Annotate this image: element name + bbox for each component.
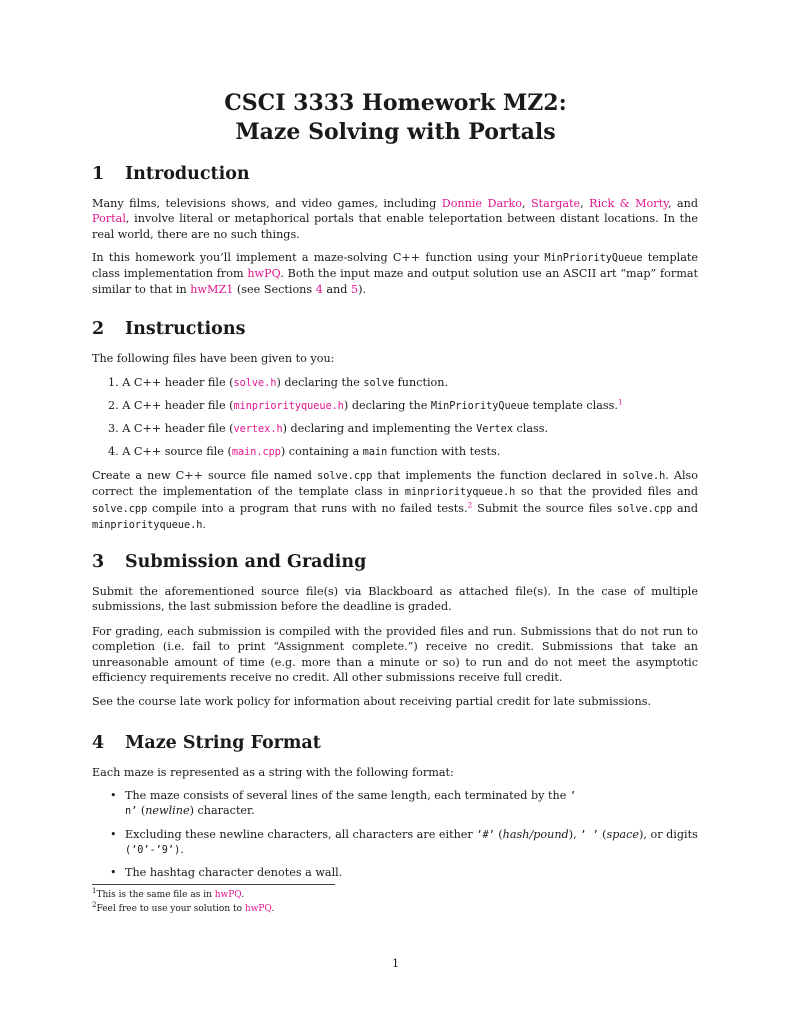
format-lead: Each maze is represented as a string with the following format: <box>92 766 454 779</box>
section-heading-submission-grading: 3 Submission and Grading <box>92 552 367 572</box>
grading-paragraph-3: See the course late work policy for information about receiving partial credit for late submissions. <box>92 695 652 708</box>
instructions-paragraph: Create a new C++ source file named solve.cpp that implements the function declared in solve.h. Also correct the implementation of the template class in minpriorityqueue.h so that the provided files and solve.cpp compile into a program that runs with no failed tests.$^2$ Submit the source files solve.cpp and minpriorityqueue.h. <box>92 469 699 531</box>
intro-paragraph-1: Many films, televisions shows, and video games, including Donnie Darko, Stargate, Rick & Morty, and Portal, involve literal or metaphorical portals that enable teleportation between distant locations. In the real world, there are no such things. <box>92 197 698 241</box>
title-line-2: Maze Solving with Portals <box>235 119 556 145</box>
list-item: 1. A C++ header file (solve.h) declaring the solve function. <box>108 376 449 389</box>
file-link-minpriorityqueue-h[interactable]: minpriorityqueue.h <box>233 401 344 412</box>
link-portal[interactable]: Portal <box>92 212 126 226</box>
section-heading-introduction: 1 Introduction <box>92 164 250 184</box>
instructions-lead: The following files have been given to you: <box>92 352 335 365</box>
section-heading-maze-string-format: 4 Maze String Format <box>92 733 321 753</box>
file-link-solve-h[interactable]: solve.h <box>233 378 277 389</box>
grading-paragraph-1: Submit the aforementioned source file(s) via Blackboard as attached file(s). In the case of multiple submissions, the last submission before the deadline is graded. <box>92 585 698 614</box>
list-item-continuation: (’0’-’9’). <box>125 843 184 856</box>
section-heading-instructions: 2 Instructions <box>92 319 246 339</box>
ref-section-5[interactable]: 5 <box>350 282 359 296</box>
page-number: 1 <box>391 957 400 970</box>
intro-paragraph-2: In this homework you’ll implement a maze-solving C++ function using your MinPriorityQueue template class implementation from hwPQ. Both the input maze and output solution use an ASCII art “map” format similar to that in hwMZ1 (see Sections 4 and 5). <box>92 251 698 296</box>
footnote-marker-2[interactable]: 2 <box>467 499 473 509</box>
link-rick-and-morty[interactable]: Rick & Morty <box>589 197 668 210</box>
bullet-dot: • <box>110 789 117 802</box>
footnote-rule <box>92 884 335 885</box>
list-item: The maze consists of several lines of the same length, each terminated by the ’ <box>125 789 577 802</box>
list-item: 3. A C++ header file (vertex.h) declaring and implementing the Vertex class. <box>108 422 549 435</box>
file-link-main-cpp[interactable]: main.cpp <box>231 447 281 458</box>
file-link-vertex-h[interactable]: vertex.h <box>233 424 283 435</box>
link-stargate[interactable]: Stargate <box>531 197 581 210</box>
list-item: The hashtag character denotes a wall. <box>125 866 343 879</box>
bullet-dot: • <box>110 866 117 879</box>
footnote-link-hwpq[interactable]: hwPQ <box>244 904 272 914</box>
footnote-2: $^2$Feel free to use your solution to hwPQ. <box>92 901 275 914</box>
link-hwpq[interactable]: hwPQ <box>247 267 281 281</box>
footnote-1: $^1$This is the same file as in hwPQ. <box>92 887 245 900</box>
link-hwmz1[interactable]: hwMZ1 <box>190 282 234 296</box>
bullet-dot: • <box>110 828 117 841</box>
list-item: 4. A C++ source file (main.cpp) containing a main function with tests. <box>108 445 501 458</box>
footnote-marker-1[interactable]: 1 <box>617 397 623 407</box>
title-line-1: CSCI 3333 Homework MZ2: <box>224 90 567 116</box>
list-item: Excluding these newline characters, all characters are either ’#’ (hash/pound), ’ ’ (space), or digits <box>125 828 698 841</box>
list-item: 2. A C++ header file (minpriorityqueue.h) declaring the MinPriorityQueue template class.$^1$ <box>108 397 623 412</box>
grading-paragraph-2: For grading, each submission is compiled with the provided files and run. Submissions that do not run to completion (i.e. fail to print “Assignment complete.”) receive no credit. Submissions that take an unreasonable amount of time (e.g. more than a minute or so) to run and do not meet the asymptotic efficiency requirements receive no credit. All other submissions receive full credit. <box>92 625 698 684</box>
ref-section-4[interactable]: 4 <box>315 282 323 296</box>
footnote-link-hwpq[interactable]: hwPQ <box>214 890 242 900</box>
link-donnie-darko[interactable]: Donnie Darko <box>441 197 522 210</box>
list-item-continuation: n’ (newline) character. <box>125 804 255 817</box>
